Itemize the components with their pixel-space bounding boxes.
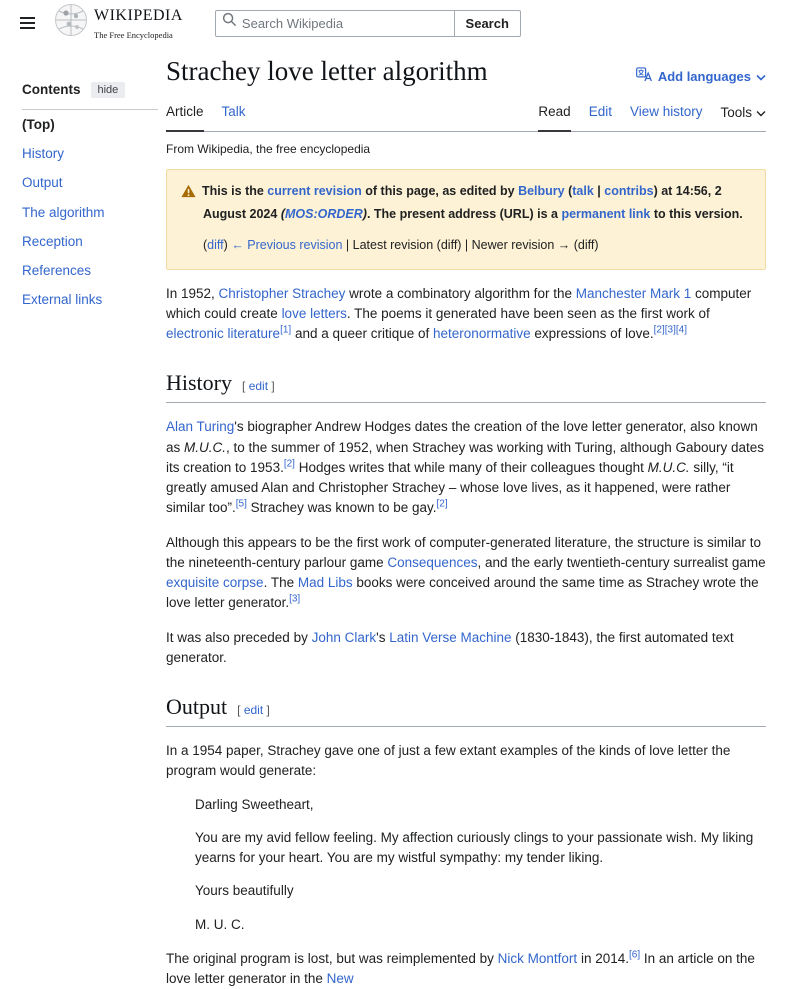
section-heading-output	[166, 690, 766, 727]
text-segment: The original program is lost, but was reimplemented by	[166, 950, 498, 966]
text-segment: , and the early twentieth-century surrealist game	[477, 554, 766, 570]
site-subtitle: From Wikipedia, the free encyclopedia	[166, 141, 371, 156]
text-segment: In a 1954 paper, Strachey gave one of just a few extant examples of the kinds of love letter the program would generate:	[166, 743, 731, 779]
logo-title: WIKIPEDIA	[94, 7, 183, 25]
text-segment: )	[362, 207, 367, 222]
sidebar-item-external-links[interactable]: External links	[22, 292, 103, 308]
edit-bracket: [	[242, 379, 246, 394]
text-segment: | Latest revision (diff) | Newer revision → (diff)	[342, 237, 599, 252]
article-main	[166, 46, 766, 989]
quote-line-closing: Yours beautifully	[195, 883, 294, 899]
sidebar-item-history[interactable]: History	[22, 146, 65, 161]
reference-link[interactable]: [2]	[436, 498, 448, 510]
chevron-down-icon	[756, 103, 766, 123]
quote-line-signature: M. U. C.	[195, 916, 245, 932]
wikipedia-globe-icon	[54, 3, 88, 43]
text-segment: Hodges writes that while many of their colleagues thought	[294, 459, 648, 475]
text-segment: Although this appears to be the first work of computer-generated literature, the structure is similar to the nineteenth-century parlour game	[166, 534, 762, 570]
contents-sidebar	[0, 46, 166, 989]
revision-notice-line1	[181, 181, 751, 225]
text-segment: (	[564, 183, 573, 198]
revision-notice-line2	[181, 235, 751, 256]
text-segment: in 2014.	[577, 950, 629, 966]
text-segment: , to the summer of 1952, when Strachey was working with Turing, although Gaboury dates its creation to 1953.	[166, 439, 765, 475]
translate-icon	[636, 67, 653, 85]
reference-sup	[629, 949, 640, 960]
reference-link[interactable]: [3]	[289, 593, 301, 605]
quote-line-body: You are my avid fellow feeling. My affection curiously clings to your passionate wish. My liking yearns for your heart. You are my wistful sympathy: my tender liking.	[195, 829, 754, 866]
wiki-link[interactable]: Manchester Mark 1	[575, 285, 692, 301]
sidebar-item-output[interactable]: Output	[22, 175, 63, 191]
tab-talk[interactable]: Talk	[221, 104, 246, 120]
text-segment: books were conceived around the same time as Strachey wrote the love letter generator.	[166, 575, 759, 611]
sidebar-item-reception[interactable]: Reception	[22, 233, 83, 249]
warning-icon	[181, 187, 196, 201]
wiki-link[interactable]: New	[326, 971, 354, 987]
tab-article[interactable]: Article	[166, 97, 204, 131]
history-paragraph-2	[166, 533, 766, 614]
revision-notice-text	[202, 184, 743, 222]
text-segment: In an article on the love letter generator in the	[166, 950, 755, 987]
reference-sup	[284, 458, 295, 469]
edit-section	[237, 703, 270, 717]
search-box	[215, 10, 455, 37]
wiki-link[interactable]: talk	[572, 183, 594, 198]
text-segment: This is the	[202, 183, 268, 198]
reference-link[interactable]: [3]	[664, 324, 676, 336]
search-input[interactable]	[242, 16, 448, 31]
search-bar	[215, 10, 521, 37]
quote-line-salutation: Darling Sweetheart,	[195, 796, 314, 812]
reference-sup	[654, 325, 665, 336]
text-segment: ) at 14:56, 2 August 2024	[203, 183, 722, 222]
wiki-link[interactable]: Nick Montfort	[497, 950, 578, 966]
tab-tools[interactable]	[720, 97, 766, 130]
reference-link[interactable]: [2]	[283, 458, 295, 470]
tab-read[interactable]: Read	[538, 97, 570, 131]
text-segment: expressions of love.	[530, 326, 654, 342]
text-segment: . The poems it generated have been seen as the first work of	[346, 305, 710, 321]
wikipedia-logo[interactable]	[54, 3, 183, 43]
article-tab-bar	[166, 97, 766, 131]
history-heading-text: History	[166, 370, 232, 396]
wiki-link[interactable]: ← Previous revision	[231, 237, 343, 252]
text-segment: 's	[376, 629, 390, 645]
text-segment: . The present address (URL) is a	[366, 207, 562, 222]
edit-bracket: ]	[271, 379, 275, 394]
wiki-link[interactable]: contribs	[604, 183, 654, 198]
sidebar-item-the-algorithm[interactable]: The algorithm	[22, 204, 105, 220]
wiki-link[interactable]: Christopher Strachey	[218, 285, 346, 301]
text-segment: silly, “it greatly amused Alan and Christopher Strachey – whose love lives, as it happened, were rather similar too”.	[166, 459, 734, 516]
text-segment: It was also preceded by	[166, 629, 312, 645]
wiki-link[interactable]: Consequences	[387, 554, 478, 570]
wiki-link[interactable]: John Clark	[311, 629, 377, 645]
hamburger-menu-button[interactable]	[14, 10, 40, 36]
reference-link[interactable]: [4]	[675, 324, 688, 336]
search-button[interactable]: Search	[454, 10, 521, 37]
text-segment: (	[280, 207, 285, 222]
text-segment: and a queer critique of	[291, 326, 434, 342]
logo-subtitle: The Free Encyclopedia	[94, 30, 173, 41]
wiki-link[interactable]: love letters	[281, 305, 347, 321]
tab-edit[interactable]: Edit	[588, 104, 612, 120]
output-intro-paragraph	[166, 741, 766, 782]
section-heading-history	[166, 366, 766, 403]
wiki-link[interactable]: exquisite corpse	[166, 575, 264, 591]
text-segment: M.U.C.	[647, 459, 690, 475]
reference-link[interactable]: [2]	[653, 324, 665, 336]
wiki-link[interactable]: Latin Verse Machine	[389, 629, 512, 645]
tab-view-history[interactable]: View history	[629, 104, 703, 120]
wiki-link[interactable]: permanent link	[561, 207, 651, 222]
output-after-paragraph	[166, 949, 766, 989]
sidebar-item-references[interactable]: References	[22, 263, 92, 278]
text-segment: M.U.C.	[184, 439, 227, 455]
sidebar-item-top[interactable]: (Top)	[22, 116, 55, 132]
text-segment: . The	[263, 575, 298, 591]
text-segment: (	[203, 237, 208, 252]
contents-hide-button[interactable]: hide	[91, 82, 126, 98]
wiki-link[interactable]: electronic literature	[166, 326, 281, 342]
edit-section-link[interactable]: edit	[243, 703, 264, 718]
search-icon	[222, 12, 237, 33]
output-heading-text: Output	[166, 694, 228, 720]
wiki-link[interactable]: Mad Libs	[297, 575, 353, 591]
edit-section-link[interactable]: edit	[248, 379, 269, 394]
text-segment: |	[593, 183, 605, 198]
reference-sup	[289, 594, 300, 605]
wiki-link[interactable]: diff	[207, 237, 224, 252]
text-segment: )	[223, 237, 232, 252]
chevron-down-icon	[756, 69, 766, 84]
text-segment: 's biographer Andrew Hodges dates the creation of the love letter generator, also known as	[166, 419, 758, 455]
reference-link[interactable]: [1]	[280, 324, 292, 336]
history-paragraph-3	[166, 628, 766, 669]
revision-notice	[166, 169, 766, 270]
contents-heading: Contents	[22, 82, 81, 97]
add-languages-button[interactable]	[636, 67, 766, 87]
text-segment: Strachey was known to be gay.	[246, 500, 437, 516]
reference-sup	[437, 499, 448, 510]
text-segment: In 1952,	[166, 285, 219, 301]
text-segment: of this page, as edited by	[361, 183, 519, 198]
edit-section	[242, 379, 275, 393]
reference-link[interactable]: [6]	[628, 949, 641, 961]
love-letter-blockquote	[166, 795, 766, 935]
page-title: Strachey love letter algorithm	[166, 56, 488, 86]
text-segment: to this version.	[650, 207, 743, 222]
reference-sup	[676, 325, 687, 336]
history-paragraph-1	[166, 417, 766, 518]
text-segment: wrote a combinatory algorithm for the	[345, 285, 576, 301]
reference-sup	[280, 325, 291, 336]
edit-bracket: [	[237, 703, 241, 718]
wiki-link[interactable]: heteronormative	[433, 326, 531, 342]
edit-bracket: ]	[266, 703, 270, 718]
wiki-link[interactable]: Alan Turing	[166, 419, 235, 435]
reference-sup	[665, 325, 676, 336]
page-body	[0, 46, 800, 989]
reference-sup	[236, 499, 247, 510]
wiki-link[interactable]: current revision	[267, 183, 362, 198]
text-segment: computer which could create	[166, 285, 752, 321]
reference-link[interactable]: [5]	[235, 498, 247, 510]
text-segment: (1830-1843), the first automated text generator.	[166, 629, 734, 665]
tools-label: Tools	[720, 104, 752, 120]
wiki-link[interactable]: Belbury	[518, 183, 565, 198]
lead-paragraph	[166, 284, 766, 345]
add-languages-label: Add languages	[657, 68, 751, 84]
header	[0, 0, 800, 46]
wiki-link[interactable]: MOS:ORDER	[284, 207, 363, 222]
